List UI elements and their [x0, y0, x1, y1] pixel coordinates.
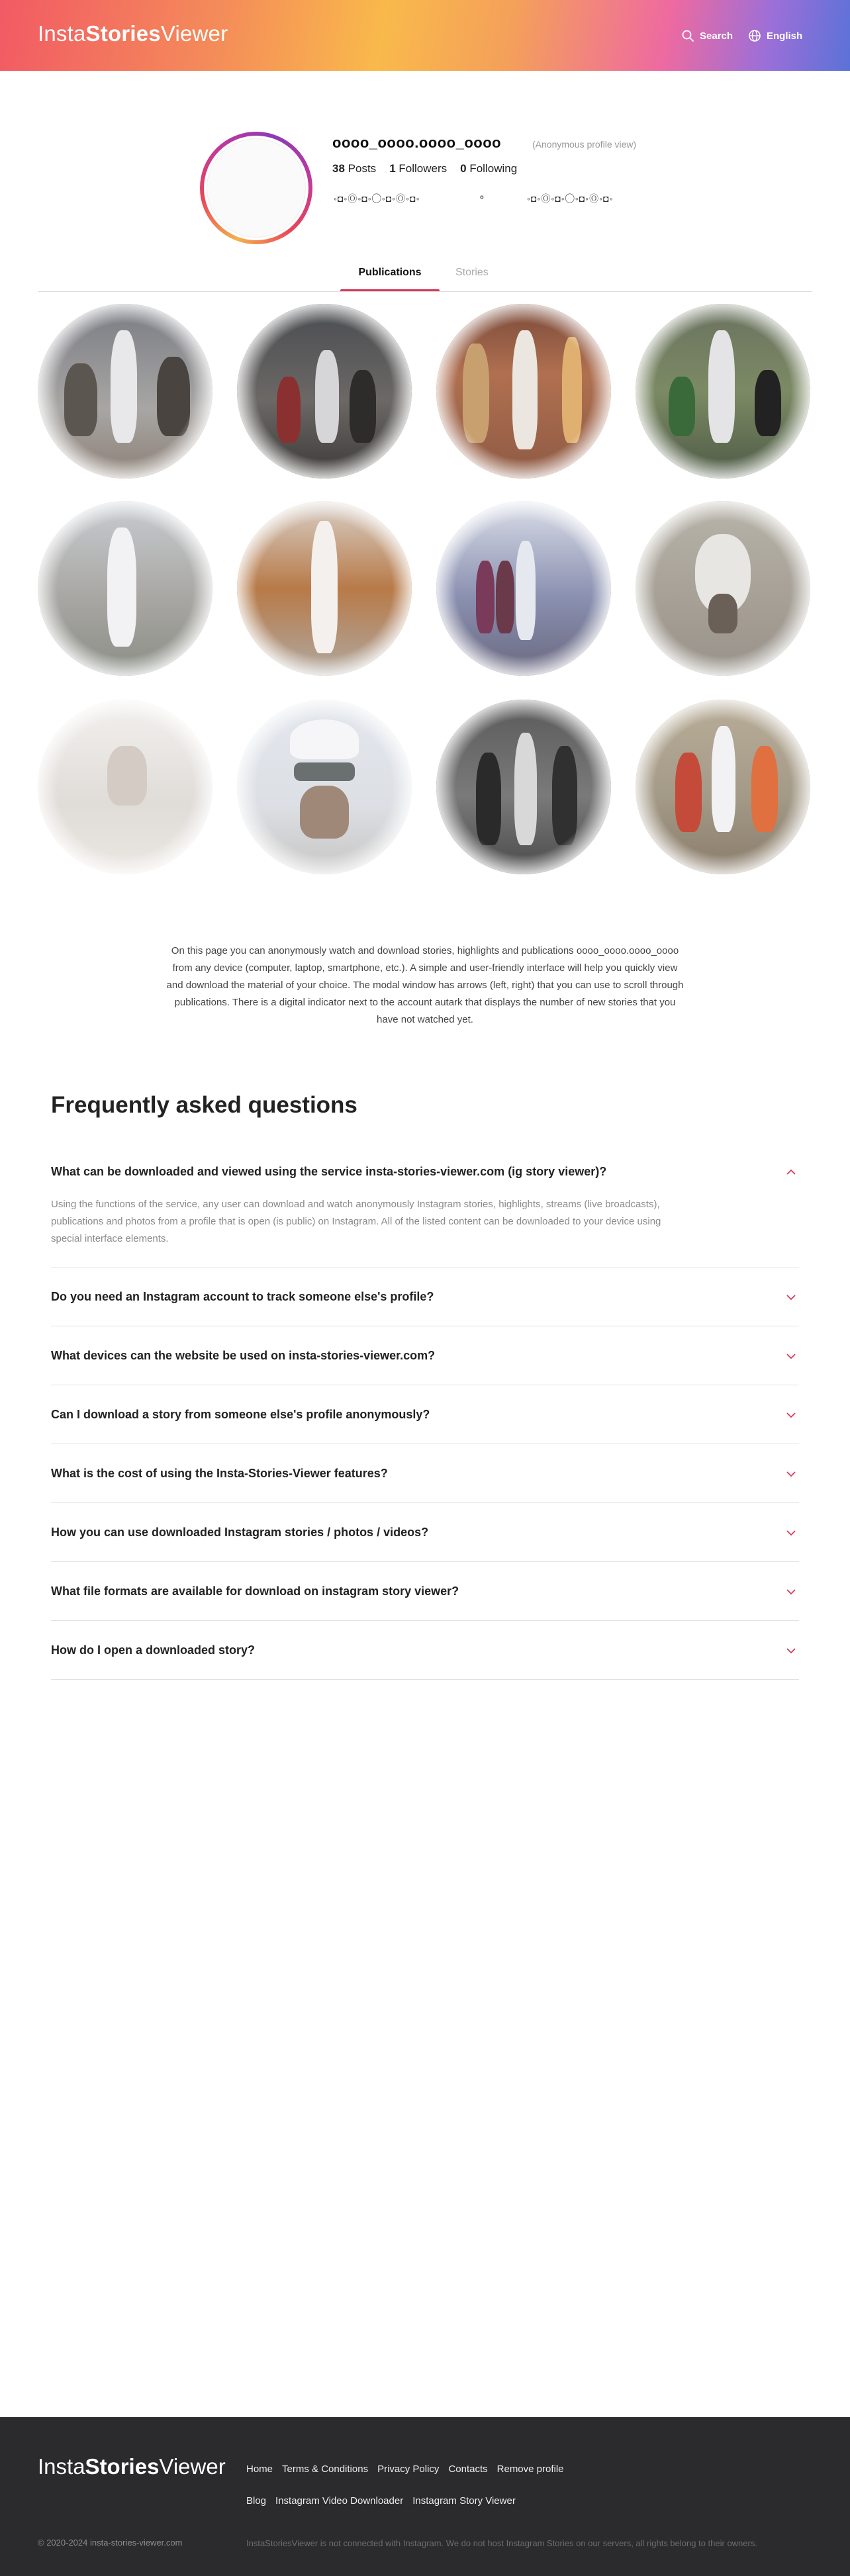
profile-bio-left: ◦◘◦Ⓞ◦◘◦◯◦◘◦Ⓞ◦◘◦ — [334, 193, 420, 204]
footer-link-home[interactable]: Home — [246, 2463, 273, 2475]
faq-question[interactable]: What can be downloaded and viewed using the service insta-stories-viewer.com (ig story viewer)? — [51, 1165, 607, 1178]
faq-item[interactable] — [51, 1444, 799, 1503]
anonymous-view-note: (Anonymous profile view) — [532, 139, 637, 150]
footer-links-row1 — [246, 2463, 564, 2475]
faq-title: Frequently asked questions — [51, 1092, 357, 1118]
chevron-down-icon[interactable] — [786, 1528, 796, 1538]
publication-thumbnail[interactable] — [38, 700, 212, 874]
posts-stat: 38 Posts — [332, 162, 377, 175]
faq-answer: Using the functions of the service, any user can download and watch anonymously Instagram stories, highlights, streams (live broadcasts), publications and photos from a profile that is open (is public) on Instagram. All of the listed content can be downloaded to your device using special interface elements. — [51, 1199, 661, 1244]
globe-icon — [748, 29, 761, 42]
profile-username: ᴏᴏᴏᴏ_ᴏᴏᴏᴏ.ᴏᴏᴏᴏ_ᴏᴏᴏᴏ — [332, 134, 502, 151]
profile-bio-right: ◦◘◦Ⓞ◦◘◦◯◦◘◦Ⓞ◦◘◦ — [527, 193, 614, 204]
search-button[interactable]: Search — [681, 25, 733, 46]
publication-thumbnail[interactable] — [636, 700, 810, 874]
tabs-divider — [38, 291, 812, 292]
page-description: On this page you can anonymously watch and download stories, highlights and publications ᴏᴏᴏᴏ_ᴏᴏᴏᴏ.ᴏᴏᴏᴏ_ᴏᴏᴏᴏ from any device (computer, laptop, smartphone, etc.). A simple and user-friendly interface will help you quickly view and download the material of your choice. The modal window has arrows (left, right) that you can use to scroll through publications. There is a digital indicator next to the account autark that displays the number of new stories that you have not watched yet. — [166, 945, 684, 1025]
faq-item[interactable] — [51, 1503, 799, 1562]
chevron-down-icon[interactable] — [786, 1469, 796, 1479]
chevron-up-icon[interactable] — [786, 1167, 796, 1177]
profile-stats — [332, 162, 517, 175]
faq-question[interactable]: How do I open a downloaded story? — [51, 1643, 256, 1657]
tab-publications[interactable]: Publications — [358, 267, 422, 278]
faq-question[interactable]: What file formats are available for download on instagram story viewer? — [51, 1585, 459, 1598]
publication-thumbnail[interactable] — [636, 501, 810, 676]
faq-question[interactable]: What devices can the website be used on insta-stories-viewer.com? — [51, 1349, 436, 1362]
footer-links-row2 — [246, 2495, 516, 2507]
site-logo[interactable]: InstaStoriesViewer — [38, 21, 228, 46]
chevron-down-icon[interactable] — [786, 1292, 796, 1303]
faq-item[interactable] — [51, 1621, 799, 1680]
footer-link-video-downloader[interactable]: Instagram Video Downloader — [275, 2495, 404, 2507]
footer-disclaimer: InstaStoriesViewer is not connected with Instagram. We do not host Instagram Stories on our servers, all rights belong to their owners. — [246, 2538, 757, 2548]
faq-item[interactable] — [51, 1562, 799, 1621]
site-header — [0, 0, 850, 71]
faq-item[interactable] — [51, 1326, 799, 1385]
faq-item[interactable] — [51, 1385, 799, 1444]
publication-thumbnail[interactable] — [436, 700, 611, 874]
faq-question[interactable]: How you can use downloaded Instagram stories / photos / videos? — [51, 1526, 429, 1539]
publication-thumbnail[interactable] — [237, 700, 412, 874]
faq-item[interactable] — [51, 1267, 799, 1326]
followers-stat: 1 Followers — [389, 162, 448, 175]
faq-question[interactable]: What is the cost of using the Insta-Stories-Viewer features? — [51, 1467, 388, 1480]
following-stat: 0 Following — [460, 162, 518, 175]
chevron-down-icon[interactable] — [786, 1410, 796, 1420]
faq-item[interactable] — [51, 1148, 799, 1267]
footer-link-story-viewer[interactable]: Instagram Story Viewer — [412, 2495, 516, 2507]
chevron-down-icon[interactable] — [786, 1587, 796, 1597]
publication-thumbnail[interactable] — [636, 304, 810, 479]
site-footer — [0, 2417, 850, 2576]
footer-link-terms[interactable]: Terms & Conditions — [282, 2463, 369, 2475]
faq-question[interactable]: Do you need an Instagram account to track someone else's profile? — [51, 1290, 434, 1303]
publication-thumbnail[interactable] — [38, 304, 212, 479]
footer-link-remove-profile[interactable]: Remove profile — [496, 2463, 564, 2475]
footer-copyright: © 2020-2024 insta-stories-viewer.com — [38, 2538, 183, 2548]
search-icon — [681, 29, 694, 42]
chevron-down-icon[interactable] — [786, 1645, 796, 1656]
footer-logo[interactable]: InstaStoriesViewer — [38, 2454, 226, 2479]
chevron-down-icon[interactable] — [786, 1351, 796, 1361]
faq-question[interactable]: Can I download a story from someone else's profile anonymously? — [51, 1408, 430, 1421]
publication-thumbnail[interactable] — [436, 501, 611, 676]
footer-link-contacts[interactable]: Contacts — [448, 2463, 488, 2475]
publication-thumbnail[interactable] — [38, 501, 212, 676]
profile-bio-middle: ⚬ — [478, 192, 487, 203]
tab-stories[interactable]: Stories — [455, 267, 489, 278]
language-selector[interactable]: English — [748, 25, 802, 46]
footer-link-privacy[interactable]: Privacy Policy — [377, 2463, 440, 2475]
publication-thumbnail[interactable] — [237, 501, 412, 676]
profile-avatar[interactable] — [200, 132, 312, 244]
publication-thumbnail[interactable] — [436, 304, 611, 479]
footer-link-blog[interactable]: Blog — [246, 2495, 267, 2507]
publication-thumbnail[interactable] — [237, 304, 412, 479]
